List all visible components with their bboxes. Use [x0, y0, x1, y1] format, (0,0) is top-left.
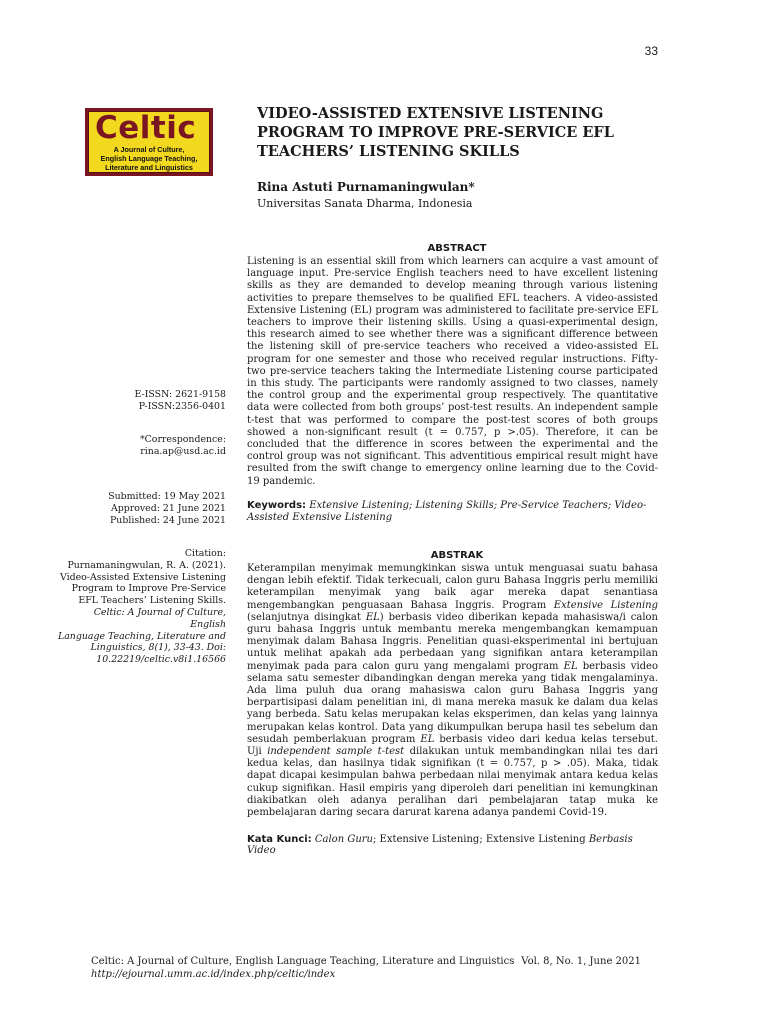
keywords-label: Keywords:	[247, 500, 307, 511]
dates-block	[108, 491, 226, 526]
author-name: Rina Astuti Purnamaningwulan*	[257, 180, 475, 194]
footer-volume: Vol. 8, No. 1, June 2021	[521, 956, 641, 967]
abstract-heading: ABSTRACT	[427, 243, 487, 254]
page-number: 33	[644, 44, 658, 58]
correspondence-block	[140, 434, 226, 458]
published-date: Published: 24 June 2021	[109, 514, 226, 526]
keywords-value: Extensive Listening; Listening Skills; Pre-Service Teachers; Video-Assisted Extensive Listening	[247, 500, 647, 524]
correspondence-email[interactable]: rina.ap@usd.ac.id	[140, 445, 226, 457]
journal-logo	[85, 108, 213, 176]
abstrak-text: Keterampilan menyimak memungkinkan siswa untuk menguasai suatu bahasa dengan lebih efektif. Tidak terkecuali, calon guru Bahasa Inggris perlu memiliki keterampilan menyimak yang baik agar mereka dapat senantiasa mengembangkan penguasaan Bahasa Inggris. Program Extensive Listening (selanjutnya disingkat EL) berbasis video diberikan kepada mahasiswa/i calon guru bahasa Inggris untuk membantu mereka mengembangkan kemampuan menyimak dalam Bahasa Inggris. Penelitian quasi-eksperimental ini bertujuan untuk melihat apakah ada perbedaan yang signifikan antara keterampilan menyimak pada para calon guru yang mengalami program EL berbasis video selama satu semester dibandingkan dengan mereka yang tidak mengalaminya. Ada lima puluh dua orang mahasiswa calon guru Bahasa Inggris yang berpartisipasi dalam penelitian ini, di mana mereka masuk ke dalam dua kelas yang berbeda. Satu kelas merupakan kelas eksperimen, dan kelas yang lainnya merupakan kelas kontrol. Data yang dikumpulkan berupa hasil tes sebelum dan sesudah pemberlakuan program EL berbasis video dari kedua kelas tersebut. Uji independent sample t-test dilakukan untuk membandingkan nilai tes dari kedua kelas, dan hasilnya tidak signifikan (t = 0.757, p > .05). Maka, tidak dapat dicapai kesimpulan bahwa perbedaan nilai menyimak antara kedua kelas cukup signifikan. Hasil empiris yang diperoleh dari penelitian ini kemungkinan diakibatkan oleh adanya peralihan dari pembelajaran tatap muka ke pembelajaran daring secara darurat karena adanya pandemi Covid-19.	[247, 563, 658, 819]
kata-kunci: Kata Kunci: Calon Guru; Extensive Listening; Extensive Listening Berbasis Video	[247, 834, 633, 856]
submitted-date: Submitted: 19 May 2021	[108, 491, 226, 502]
citation-label: Citation:	[184, 548, 226, 559]
abstract-text: Listening is an essential skill from which learners can acquire a vast amount of language input. Pre-service English teachers need to have excellent listening skills as they are demanded to develop meaning through various listening activities to prepare themselves to be qualified EFL teachers. A video-assisted Extensive Listening (EL) program was administered to facilitate pre-service EFL teachers to improve their listening skills. Using a quasi-experimental design, this research aimed to see whether there was a significant difference between the listening skill of pre-service teachers who received a video-assisted EL program for one semester and those who received regular instructions. Fifty-two pre-service teachers taking the Intermediate Listening course participated in this study. The participants were randomly assigned to two classes, namely the control group and the experimental group respectively. The quantitative data were collected from both groups’ post-test results. An independent sample t-test that was performed to compare the post-test scores of both groups showed a non-significant result (t = 0.757, p >.05). Therefore, it can be concluded that the difference in scores between the experimental and the control group was not significant. This adventitious empirical result might have resulted from the swift change to emergency online learning due to the Covid-19 pandemic.	[247, 256, 658, 487]
footer-url[interactable]: http://ejournal.umm.ac.id/index.php/celtic/index	[91, 969, 336, 980]
issn-block	[135, 389, 226, 413]
pissn: P-ISSN:2356-0401	[138, 400, 226, 412]
citation-doi[interactable]: 10.22219/celtic.v8i1.16566	[96, 654, 226, 666]
kata-kunci-label: Kata Kunci:	[247, 834, 312, 845]
citation-block: Citation: Purnamaningwulan, R. A. (2021). Video-Assisted Extensive Listening Program to Improve Pre-Service EFL Teachers’ Listening Skills. Celtic: A Journal of Culture, English Language Teaching, Literature and Linguistics, 8(1), 33-43. Doi: 10.22219/celtic.v8i1.16566	[57, 548, 226, 666]
paper-title: VIDEO-ASSISTED EXTENSIVE LISTENING PROGRAM TO IMPROVE PRE-SERVICE EFL TEACHERS’ LISTENING SKILLS	[257, 105, 614, 160]
abstrak-heading: ABSTRAK	[430, 550, 484, 561]
author-affiliation: Universitas Sanata Dharma, Indonesia	[257, 197, 473, 210]
logo-wordmark: Celtic	[95, 110, 197, 146]
eissn: E-ISSN: 2621-9158	[134, 389, 226, 400]
approved-date: Approved: 21 June 2021	[110, 502, 226, 514]
logo-subtitle: A Journal of Culture, English Language Teaching, Literature and Linguistics	[100, 145, 198, 172]
correspondence-label: *Correspondence:	[139, 434, 226, 445]
keywords	[247, 500, 659, 524]
footer-journal: Celtic: A Journal of Culture, English Language Teaching, Literature and Linguistics	[91, 956, 515, 967]
